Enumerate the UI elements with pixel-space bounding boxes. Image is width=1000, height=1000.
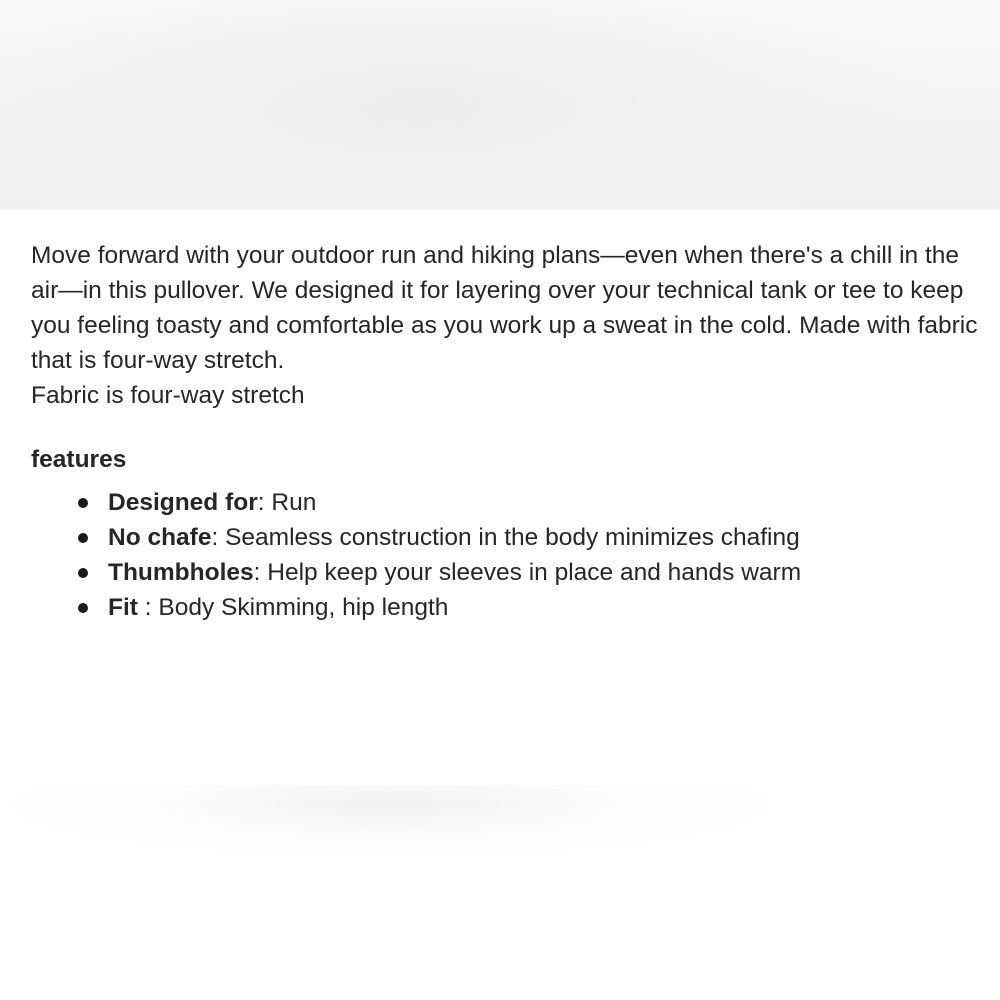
features-heading: features	[31, 446, 127, 473]
feature-text: Seamless construction in the body minimizes chafing	[225, 524, 800, 551]
top-image-area	[0, 0, 1000, 209]
feature-separator: :	[211, 524, 226, 551]
feature-separator: :	[253, 559, 268, 586]
feature-term: No chafe	[108, 524, 212, 551]
bullet-icon	[78, 533, 88, 543]
feature-term: Thumbholes	[108, 559, 254, 586]
feature-text: Run	[271, 489, 317, 516]
feature-item-fit	[31, 590, 986, 625]
bullet-icon	[78, 603, 88, 613]
feature-separator: :	[137, 594, 159, 621]
features-list	[31, 485, 986, 625]
bottom-shadow	[0, 785, 1000, 1000]
product-description: Move forward with your outdoor run and hiking plans—even when there's a chill in the air—in this pullover. We designed it for layering over your technical tank or tee to keep you feeling toasty and comfortable as you work up a sweat in the cold. Made with fabric that is four-way stretch.	[31, 242, 978, 374]
feature-text: Help keep your sleeves in place and hands warm	[267, 559, 802, 586]
feature-term: Fit	[108, 594, 138, 621]
feature-item-designed-for	[31, 485, 986, 520]
feature-item-no-chafe	[31, 520, 986, 555]
product-details	[31, 238, 986, 625]
feature-separator: :	[257, 489, 272, 516]
bullet-icon	[78, 568, 88, 578]
feature-item-thumbholes	[31, 555, 986, 590]
fabric-note: Fabric is four-way stretch	[31, 382, 305, 409]
feature-text: Body Skimming, hip length	[158, 594, 449, 621]
feature-term: Designed for	[108, 489, 258, 516]
bullet-icon	[78, 498, 88, 508]
